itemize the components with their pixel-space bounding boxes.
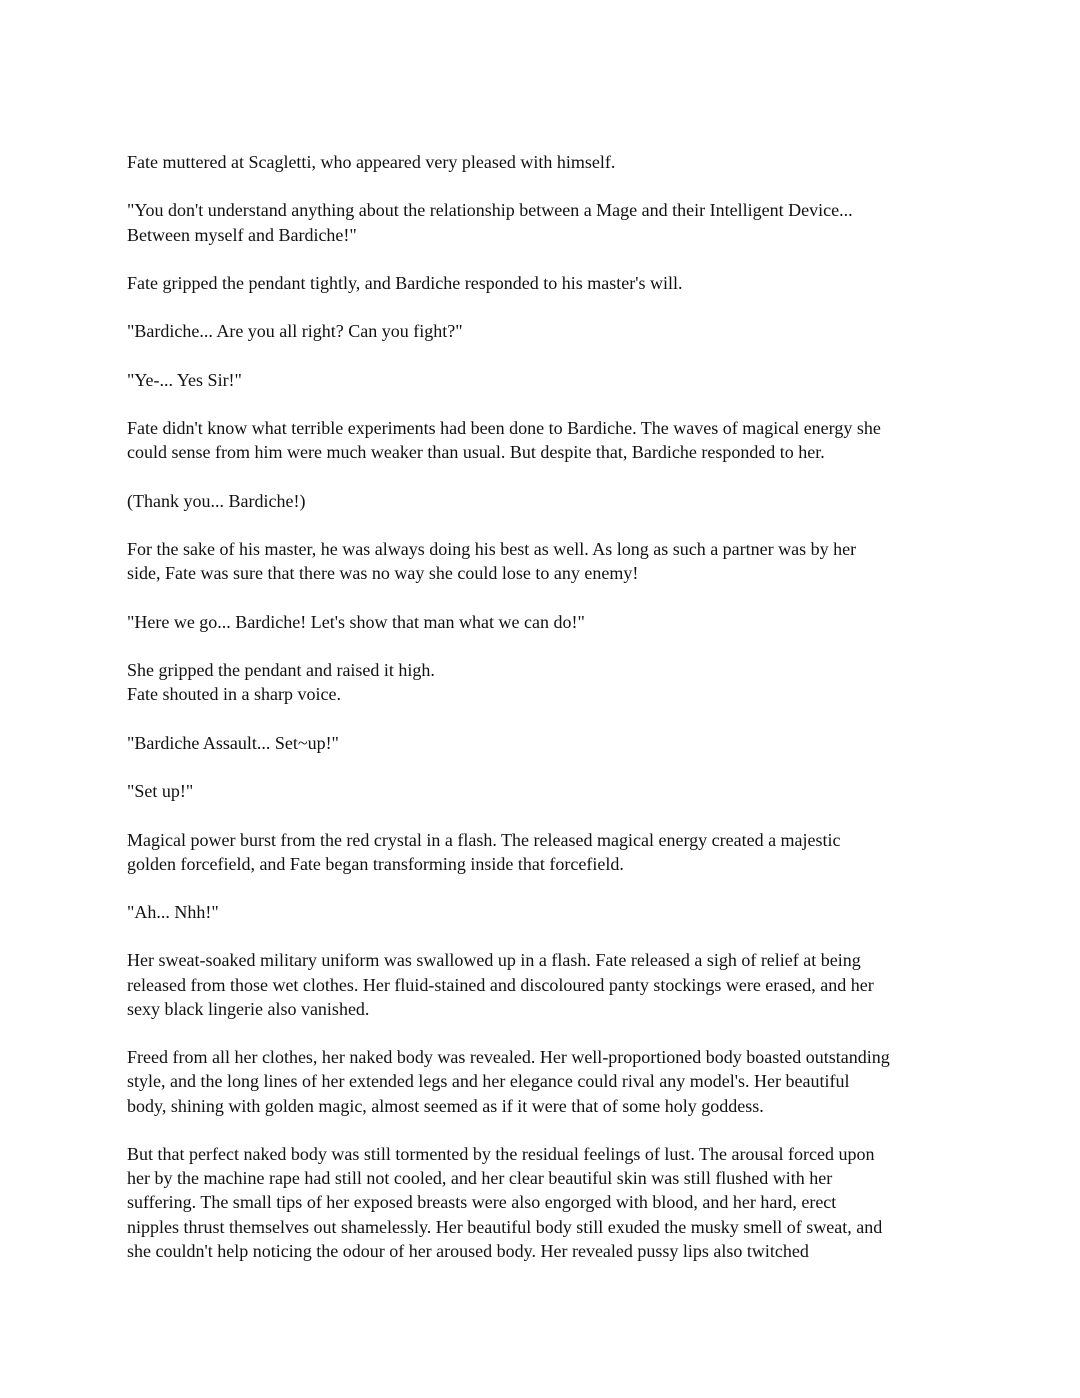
- paragraph: "Set up!": [127, 781, 194, 802]
- paragraph: "Ah... Nhh!": [127, 902, 219, 923]
- paragraph: "Ye-... Yes Sir!": [127, 369, 242, 390]
- paragraph: "Here we go... Bardiche! Let's show that man what we can do!": [127, 611, 585, 632]
- paragraph: "You don't understand anything about the relationship between a Mage and their Intelligent Device... Between myself and Bardiche!": [127, 200, 853, 245]
- paragraph: But that perfect naked body was still tormented by the residual feelings of lust. The arousal forced upon her by the machine rape had still not cooled, and her clear beautiful skin was still flushed with her suffering. The small tips of her exposed breasts were also engorged with blood, and her hard, erect nipples thrust themselves out shamelessly. Her beautiful body still exuded the musky smell of sweat, and she couldn't help noticing the odour of her aroused body. Her revealed pussy lips also twitched: [127, 1144, 883, 1261]
- paragraph: (Thank you... Bardiche!): [127, 490, 306, 511]
- paragraph: Fate gripped the pendant tightly, and Bardiche responded to his master's will.: [127, 272, 683, 293]
- paragraph: Fate didn't know what terrible experiments had been done to Bardiche. The waves of magical energy she could sense from him were much weaker than usual. But despite that, Bardiche responded to her.: [127, 418, 881, 463]
- paragraph: Fate muttered at Scagletti, who appeared very pleased with himself.: [127, 152, 616, 172]
- paragraph: She gripped the pendant and raised it high. Fate shouted in a sharp voice.: [127, 660, 435, 705]
- paragraph: "Bardiche... Are you all right? Can you fight?": [127, 321, 463, 342]
- paragraph: Freed from all her clothes, her naked body was revealed. Her well-proportioned body boasted outstanding style, and the long lines of her extended legs and her elegance could rival any model's. Her beautiful body, shining with golden magic, almost seemed as if it were that of some holy goddess.: [127, 1047, 890, 1116]
- document-page: [127, 150, 957, 1287]
- paragraph: "Bardiche Assault... Set~up!": [127, 732, 339, 753]
- paragraph: For the sake of his master, he was always doing his best as well. As long as such a partner was by her side, Fate was sure that there was no way she could lose to any enemy!: [127, 539, 857, 584]
- paragraph: Magical power burst from the red crystal in a flash. The released magical energy created a majestic golden forcefield, and Fate began transforming inside that forcefield.: [127, 829, 841, 874]
- paragraph: Her sweat-soaked military uniform was swallowed up in a flash. Fate released a sigh of relief at being released from those wet clothes. Her fluid-stained and discoloured panty stockings were erased, and her sexy black lingerie also vanished.: [127, 950, 874, 1019]
